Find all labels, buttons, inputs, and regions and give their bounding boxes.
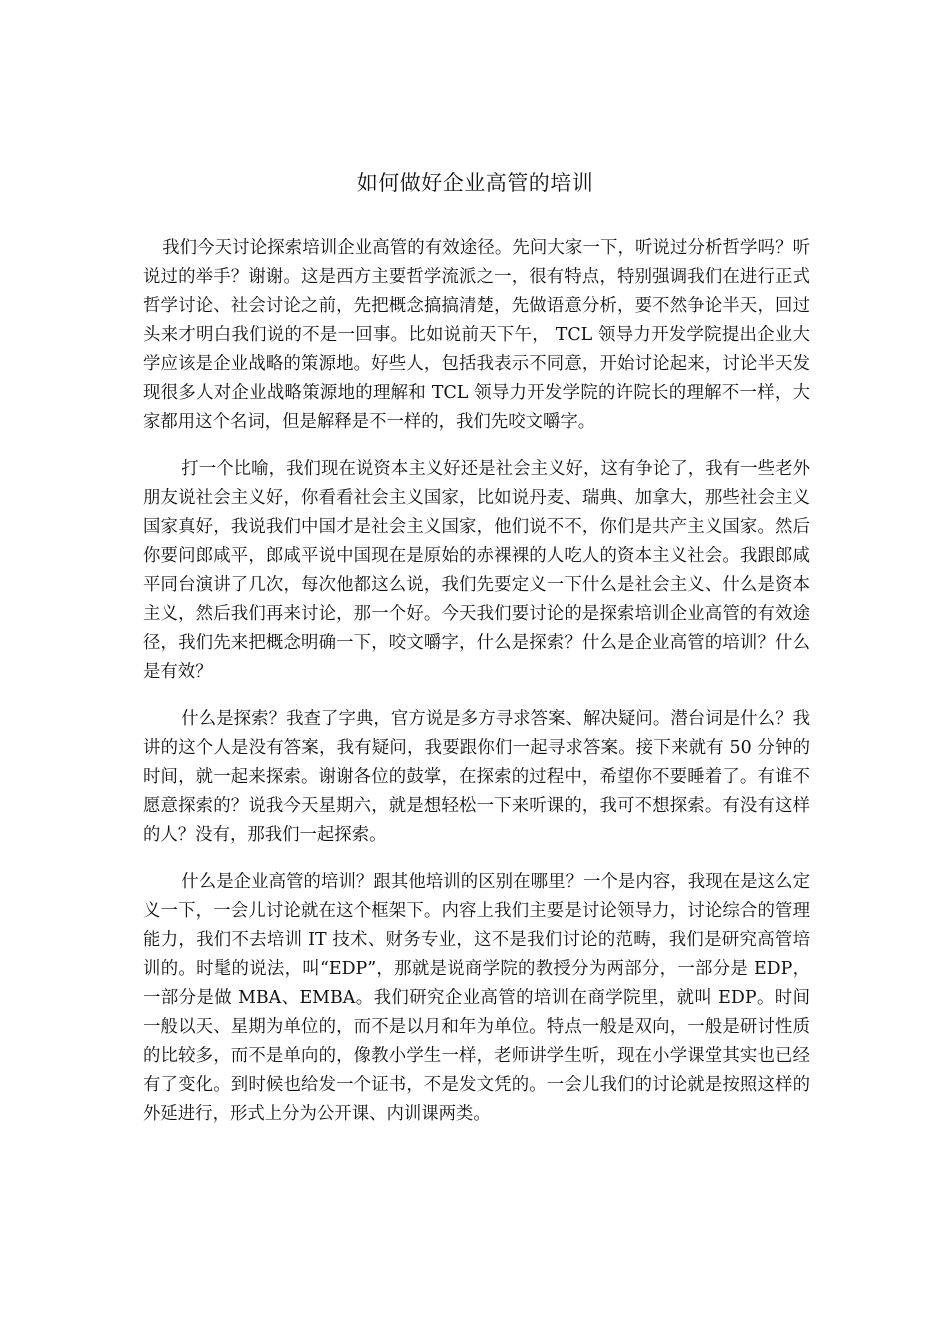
document-body xyxy=(143,234,810,1129)
paragraph-1: 我们今天讨论探索培训企业高管的有效途径。先问大家一下，听说过分析哲学吗？听说过的举手？谢谢。这是西方主要哲学流派之一，很有特点，特别强调我们在进行正式哲学讨论、社会讨论之前，先把概念搞搞清楚，先做语意分析，要不然争论半天，回过头来才明白我们说的不是一回事。比如说前天下午， TCL 领导力开发学院提出企业大学应该是企业战略的策源地。好些人，包括我表示不同意，开始讨论起来，讨论半天发现很多人对企业战略策源地的理解和 TCL 领导力开发学院的许院长的理解不一样，大家都用这个名词，但是解释是不一样的，我们先咬文嚼字。 xyxy=(143,238,810,432)
paragraph-2: 打一个比喻，我们现在说资本主义好还是社会主义好，这有争论了，我有一些老外朋友说社会主义好，你看看社会主义国家，比如说丹麦、瑞典、加拿大，那些社会主义国家真好，我说我们中国才是社会主义国家，他们说不不，你们是共产主义国家。然后你要问郎咸平，郎咸平说中国现在是原始的赤裸裸的人吃人的资本主义社会。我跟郎咸平同台演讲了几次，每次他都这么说，我们先要定义一下什么是社会主义、什么是资本主义，然后我们再来讨论，那一个好。今天我们要讨论的是探索培训企业高管的有效途径，我们先来把概念明确一下，咬文嚼字，什么是探索？什么是企业高管的培训？什么是有效？ xyxy=(143,459,810,682)
document-title: 如何做好企业高管的培训 xyxy=(356,171,594,195)
paragraph-4: 什么是企业高管的培训？跟其他培训的区别在哪里？一个是内容，我现在是这么定义一下，一会儿讨论就在这个框架下。内容上我们主要是讨论领导力，讨论综合的管理能力，我们不去培训 IT 技术、财务专业，这不是我们讨论的范畴，我们是研究高管培训的。时髦的说法，叫“EDP”，那就是说商学院的教授分为两部分，一部分是 EDP，一部分是做 MBA、EMBA。我们研究企业高管的培训在商学院里，就叫 EDP。时间一般以天、星期为单位的，而不是以月和年为单位。特点一般是双向，一般是研讨性质的比较多，而不是单向的，像教小学生一样，老师讲学生听，现在小学课堂其实也已经有了变化。到时候也给发一个证书，不是发文凭的。一会儿我们的讨论就是按照这样的外延进行，形式上分为公开课、内训课两类。 xyxy=(143,872,810,1124)
paragraph-3: 什么是探索？我查了字典，官方说是多方寻求答案、解决疑问。潜台词是什么？我讲的这个人是没有答案，我有疑问，我要跟你们一起寻求答案。接下来就有 50 分钟的时间，就一起来探索。谢谢各位的鼓掌，在探索的过程中，希望你不要睡着了。有谁不愿意探索的？说我今天星期六，就是想轻松一下来听课的，我可不想探索。有没有这样的人？没有，那我们一起探索。 xyxy=(143,709,810,845)
